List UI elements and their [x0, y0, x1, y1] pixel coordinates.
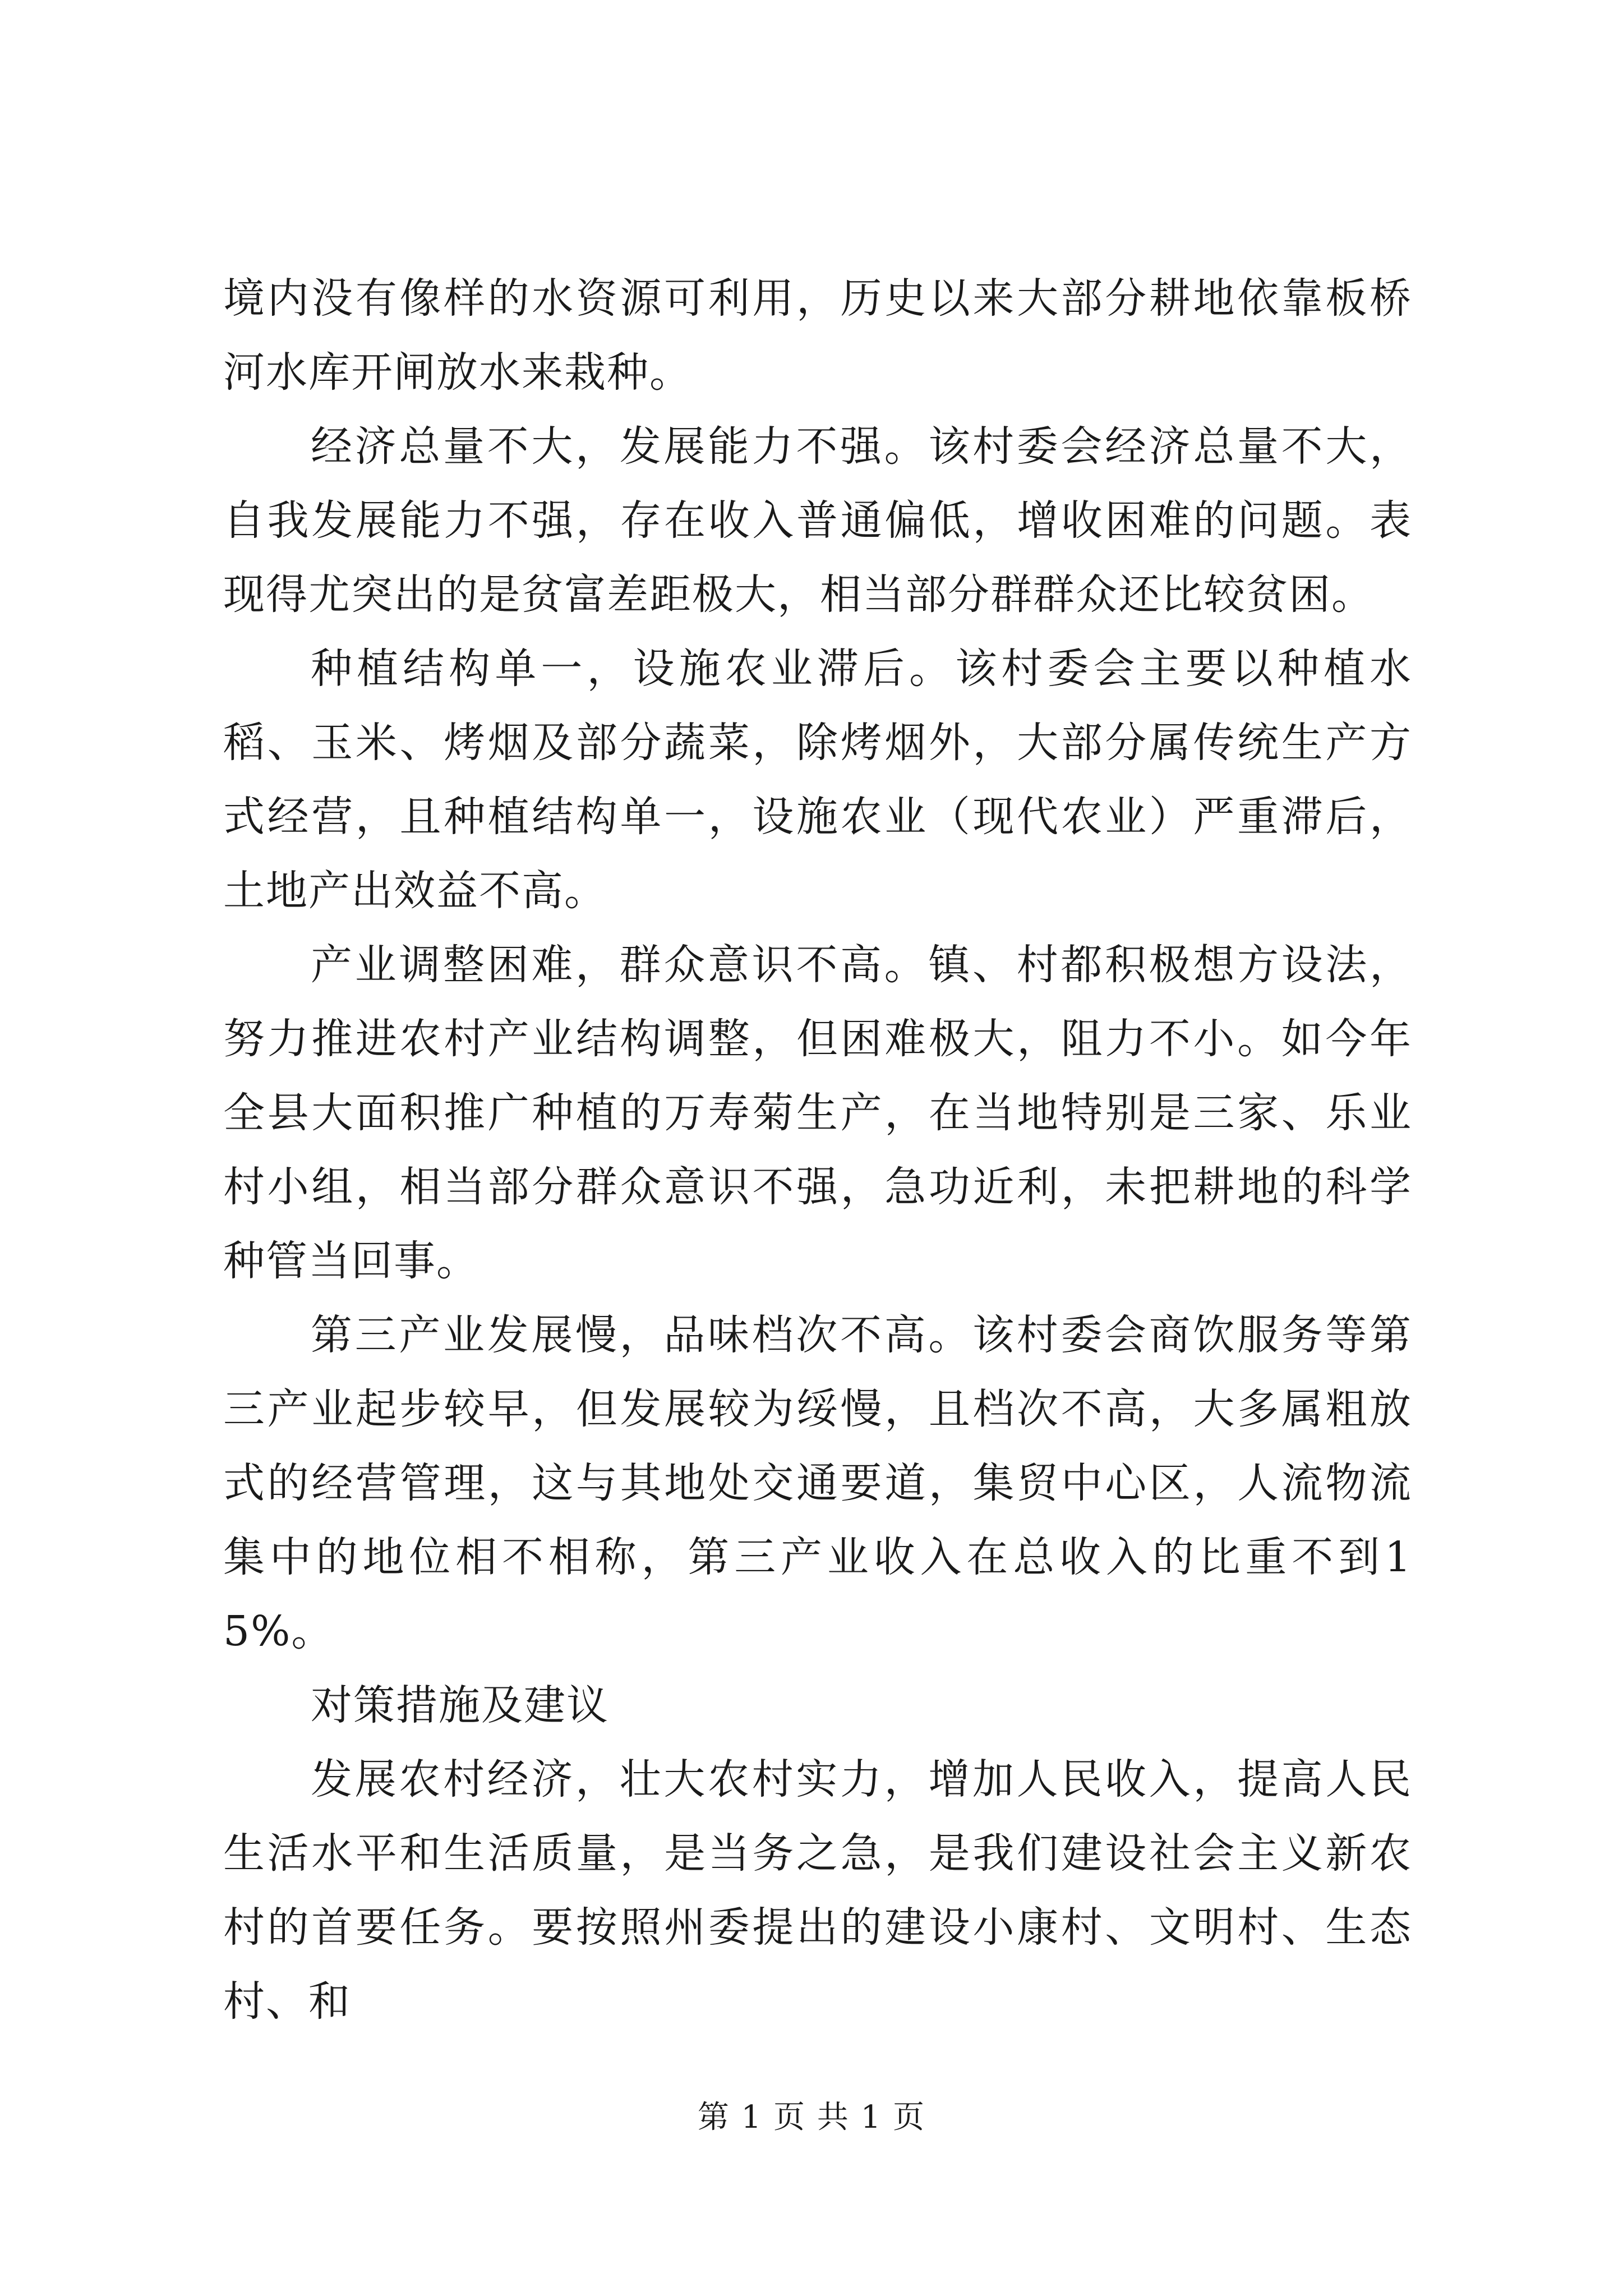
paragraph-tertiary-industry: 第三产业发展慢，品味档次不高。该村委会商饮服务等第三产业起步较早，但发展较为绥慢，且档次不高，大多属粗放式的经营管理，这与其地处交通要道，集贸中心区，人流物流集中的地位相不相称，第三产业收入在总收入的比重不到15%。 [223, 1311, 1412, 1655]
document-body [223, 261, 1412, 2039]
page-footer: 第 1 页 共 1 页 [697, 2099, 926, 2136]
section-heading-countermeasures: 对策措施及建议 [311, 1681, 609, 1729]
paragraph-economic-scale: 经济总量不大，发展能力不强。该村委会经济总量不大，自我发展能力不强，存在收入普通偏低，增收困难的问题。表现得尤突出的是贫富差距极大，相当部分群群众还比较贫困。 [223, 422, 1412, 619]
paragraph-planting-structure: 种植结构单一，设施农业滞后。该村委会主要以种植水稻、玉米、烤烟及部分蔬菜，除烤烟外，大部分属传统生产方式经营，且种植结构单一，设施农业（现代农业）严重滞后，土地产出效益不高。 [223, 645, 1412, 915]
paragraph-rural-development: 发展农村经济，壮大农村实力，增加人民收入，提高人民生活水平和生活质量，是当务之急，是我们建设社会主义新农村的首要任务。要按照州委提出的建设小康村、文明村、生态村、和 [223, 1755, 1412, 2026]
paragraph-industry-adjustment: 产业调整困难，群众意识不高。镇、村都积极想方设法，努力推进农村产业结构调整，但困难极大，阻力不小。如今年全县大面积推广种植的万寿菊生产，在当地特别是三家、乐业村小组，相当部分群众意识不强，急功近利，未把耕地的科学种管当回事。 [223, 941, 1412, 1285]
paragraph-water-resources: 境内没有像样的水资源可利用，历史以来大部分耕地依靠板桥河水库开闸放水来栽种。 [223, 274, 1412, 397]
